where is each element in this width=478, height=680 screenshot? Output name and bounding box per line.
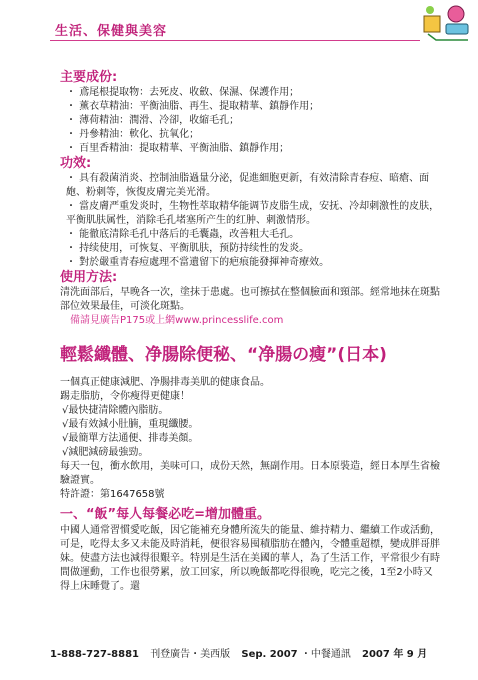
ingredient-item: ・ 薄荷精油：潤滑、冷卻，收縮毛孔； [66,115,240,126]
usage-heading: 使用方法: [60,270,118,285]
usage-text: 清洗面部后，早晚各一次，塗抹于患處。也可擦拭在整個臉面和頸部。經常地抹在斑點部位效果最佳，可淡化斑點。 [60,287,440,312]
effect-item: ・ 持续使用，可恢复、平衡肌肤，预防持续性的发炎。 [66,243,310,254]
page-footer [50,645,450,660]
footer-paper: ・中餐通訊 [300,649,351,660]
benefit-item: √最有效減小肚腩，重現纖腰。 [62,419,199,430]
page-header [0,0,478,40]
article-body [60,70,440,594]
ingredient-item: ・ 鳶尾根提取物：去死皮、收斂、保濕、保護作用； [66,87,300,98]
product-description: 每天一包，衝水飲用，美味可口，成份天然，無副作用。日本原裝造，經日本厚生省檢驗證實。 [60,461,440,486]
product-title: 輕鬆纖體、净腸除便秘、“净腸の瘦”(日本) [60,345,387,365]
beauty-logo-icon [418,2,476,42]
ingredient-item: ・ 百里香精油：提取精華、平衡油脂、鎮靜作用； [66,143,290,154]
footer-phone: 1-888-727-8881 [50,649,139,660]
ingredients-heading: 主要成份: [60,70,118,85]
ingredient-item: ・ 薰衣草精油：平衡油脂、再生、提取精華、鎮靜作用； [66,101,320,112]
effect-item: ・ 當皮膚严重发炎时，生物性萃取精华能调节皮脂生成，安抚、冷却刺激性的皮肤，平衡肌肤属性，消除毛孔堵塞所产生的红肿、刺激情形。 [66,201,440,226]
effect-item: ・ 能徹底清除毛孔中落后的毛囊蟲，改善粗大毛孔。 [66,229,300,240]
ingredient-item: ・ 丹參精油：軟化、抗氧化； [66,129,200,140]
product-subtitle: 踢走脂肪，令你瘦得更健康！ [60,391,190,402]
benefit-item: √最快捷清除體內脂肪。 [62,405,169,416]
effect-item: ・ 對於嚴重青春痘處理不當遺留下的疤痕能發揮神奇療效。 [66,257,330,268]
section-title: 生活、保健與美容 [55,24,168,39]
benefit-item: √減肥減磅最強勁。 [62,447,149,458]
footer-publication: 刊登廣告・美西版 [150,649,231,660]
license-number: 特許證：第1647658號 [60,489,165,500]
product-intro: 一個真正健康減肥、净腸排毒美肌的健康食品。 [60,377,270,388]
effects-heading: 功效: [60,156,92,171]
benefit-item: √最簡單方法通便、排毒美顏。 [62,433,199,444]
article-headline: 一、“飯”每人每餐必吃=增加體重。 [60,507,270,522]
ad-reference-link[interactable]: 備請見廣告P175或上網www.princesslife.com [70,315,284,326]
footer-issue: 2007 年 9 月 [362,649,428,660]
footer-date: Sep. 2007 [241,649,298,660]
article-text: 中國人通常習慣愛吃飯，因它能補充身體所流失的能量、維持精力、繼續工作或活動，可是，吃得太多又未能及時消耗，便很容易囤積脂肪在體內，令體重超標，變成胖哥胖妹。使盡方法也減得很艱辛。特別是生活在美國的華人，為了生活工作，平常很少有時間做運動，工作也很勞累，放工回家，所以晚飯都吃得很晚，吃完之後，1至2小時又得上床睡覺了。還 [60,525,440,592]
header-divider [50,40,420,41]
effect-item: ・ 具有殺菌消炎、控制油脂過量分泌，促進細胞更新，有效清除青春痘、暗瘡、面皰、粉刺等，恢復皮膚完美光滑。 [66,173,430,198]
